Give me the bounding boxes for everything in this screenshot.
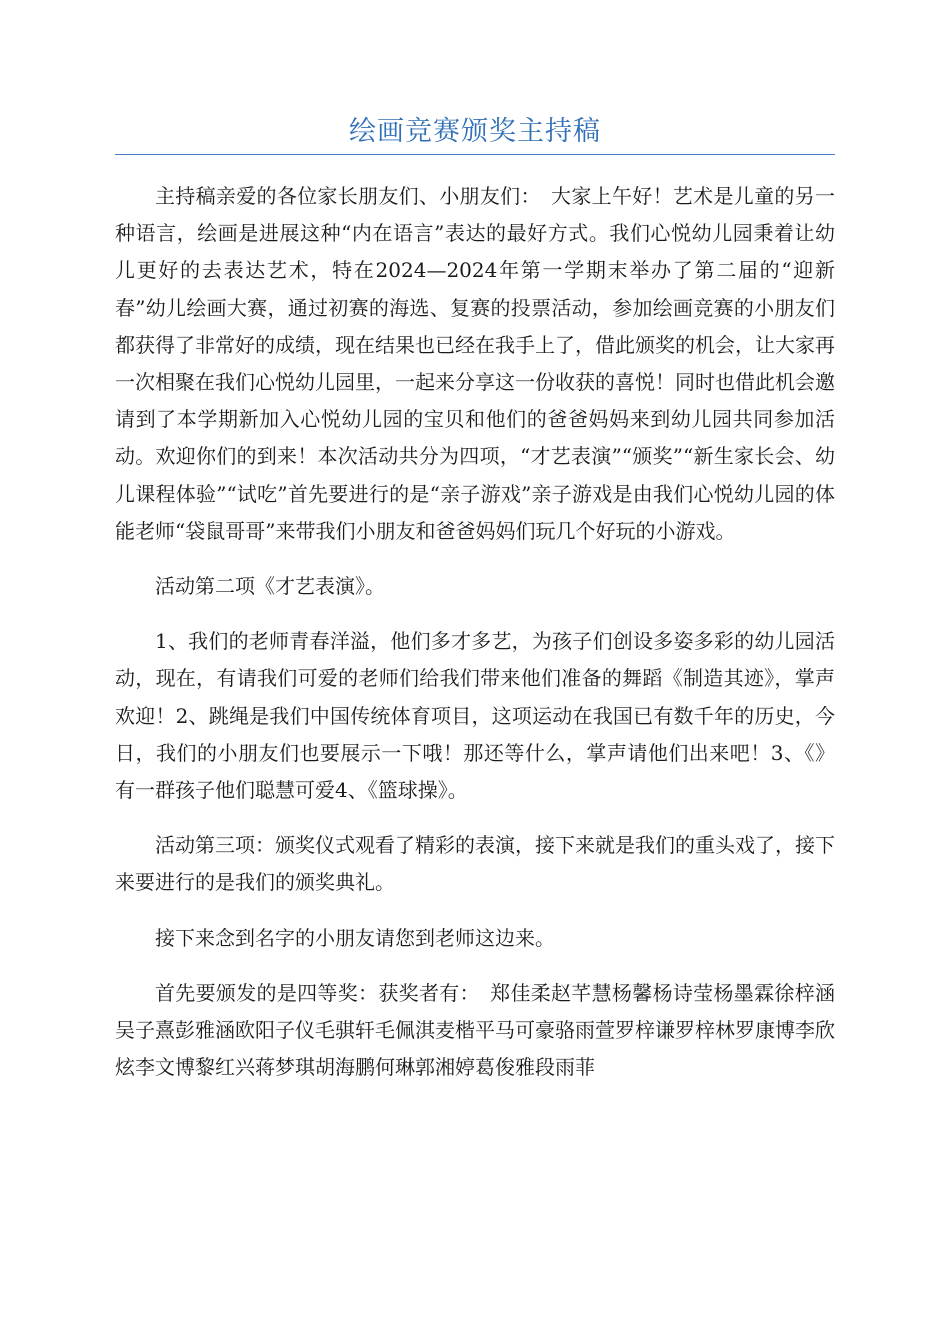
paragraph-performances: 1、我们的老师青春洋溢，他们多才多艺，为孩子们创设多姿多彩的幼儿园活动，现在，有请我们可爱的老师们给我们带来他们准备的舞蹈《制造其迹》，掌声欢迎！2、跳绳是我们中国传统体育项目，这项运动在我国已有数千年的历史，今日，我们的小朋友们也要展示一下哦！那还等什么，掌声请他们出来吧！3、《》有一群孩子他们聪慧可爱4、《篮球操》。	[115, 629, 835, 803]
title-underline	[115, 154, 835, 155]
document-title: 绘画竞赛颁奖主持稿	[349, 116, 601, 147]
paragraph-call-names: 接下来念到名字的小朋友请您到老师这边来。	[155, 925, 555, 950]
paragraph-fourth-prize: 首先要颁发的是四等奖：获奖者有： 郑佳柔赵芊慧杨馨杨诗莹杨墨霖徐梓涵吴子熹彭雅涵欧阳子仪毛骐轩毛佩淇麦楷平马可豪骆雨萱罗梓谦罗梓林罗康博李欣炫李文博黎红兴蒋梦琪胡海鹏何琳郭湘婷葛俊雅段雨菲	[115, 980, 835, 1080]
paragraph-section-three: 活动第三项：颁奖仪式观看了精彩的表演，接下来就是我们的重头戏了，接下来要进行的是我们的颁奖典礼。	[115, 833, 835, 895]
paragraph-section-two: 活动第二项《才艺表演》。	[155, 574, 385, 599]
paragraph-intro: 主持稿亲爱的各位家长朋友们、小朋友们： 大家上午好！艺术是儿童的另一种语言，绘画是进展这种“内在语言”表达的最好方式。我们心悦幼儿园秉着让幼儿更好的去表达艺术，特在2024—2024年第一学期末举办了第二届的“迎新春”幼儿绘画大赛，通过初赛的海选、复赛的投票活动，参加绘画竞赛的小朋友们都获得了非常好的成绩，现在结果也已经在我手上了，借此颁奖的机会，让大家再一次相聚在我们心悦幼儿园里，一起来分享这一份收获的喜悦！同时也借此机会邀请到了本学期新加入心悦幼儿园的宝贝和他们的爸爸妈妈来到幼儿园共同参加活动。欢迎你们的到来！本次活动共分为四项，“才艺表演”“颁奖”“新生家长会、幼儿课程体验”“试吃”首先要进行的是“亲子游戏”亲子游戏是由我们心悦幼儿园的体能老师“袋鼠哥哥”来带我们小朋友和爸爸妈妈们玩几个好玩的小游戏。	[115, 184, 835, 543]
document-body	[115, 178, 835, 1104]
